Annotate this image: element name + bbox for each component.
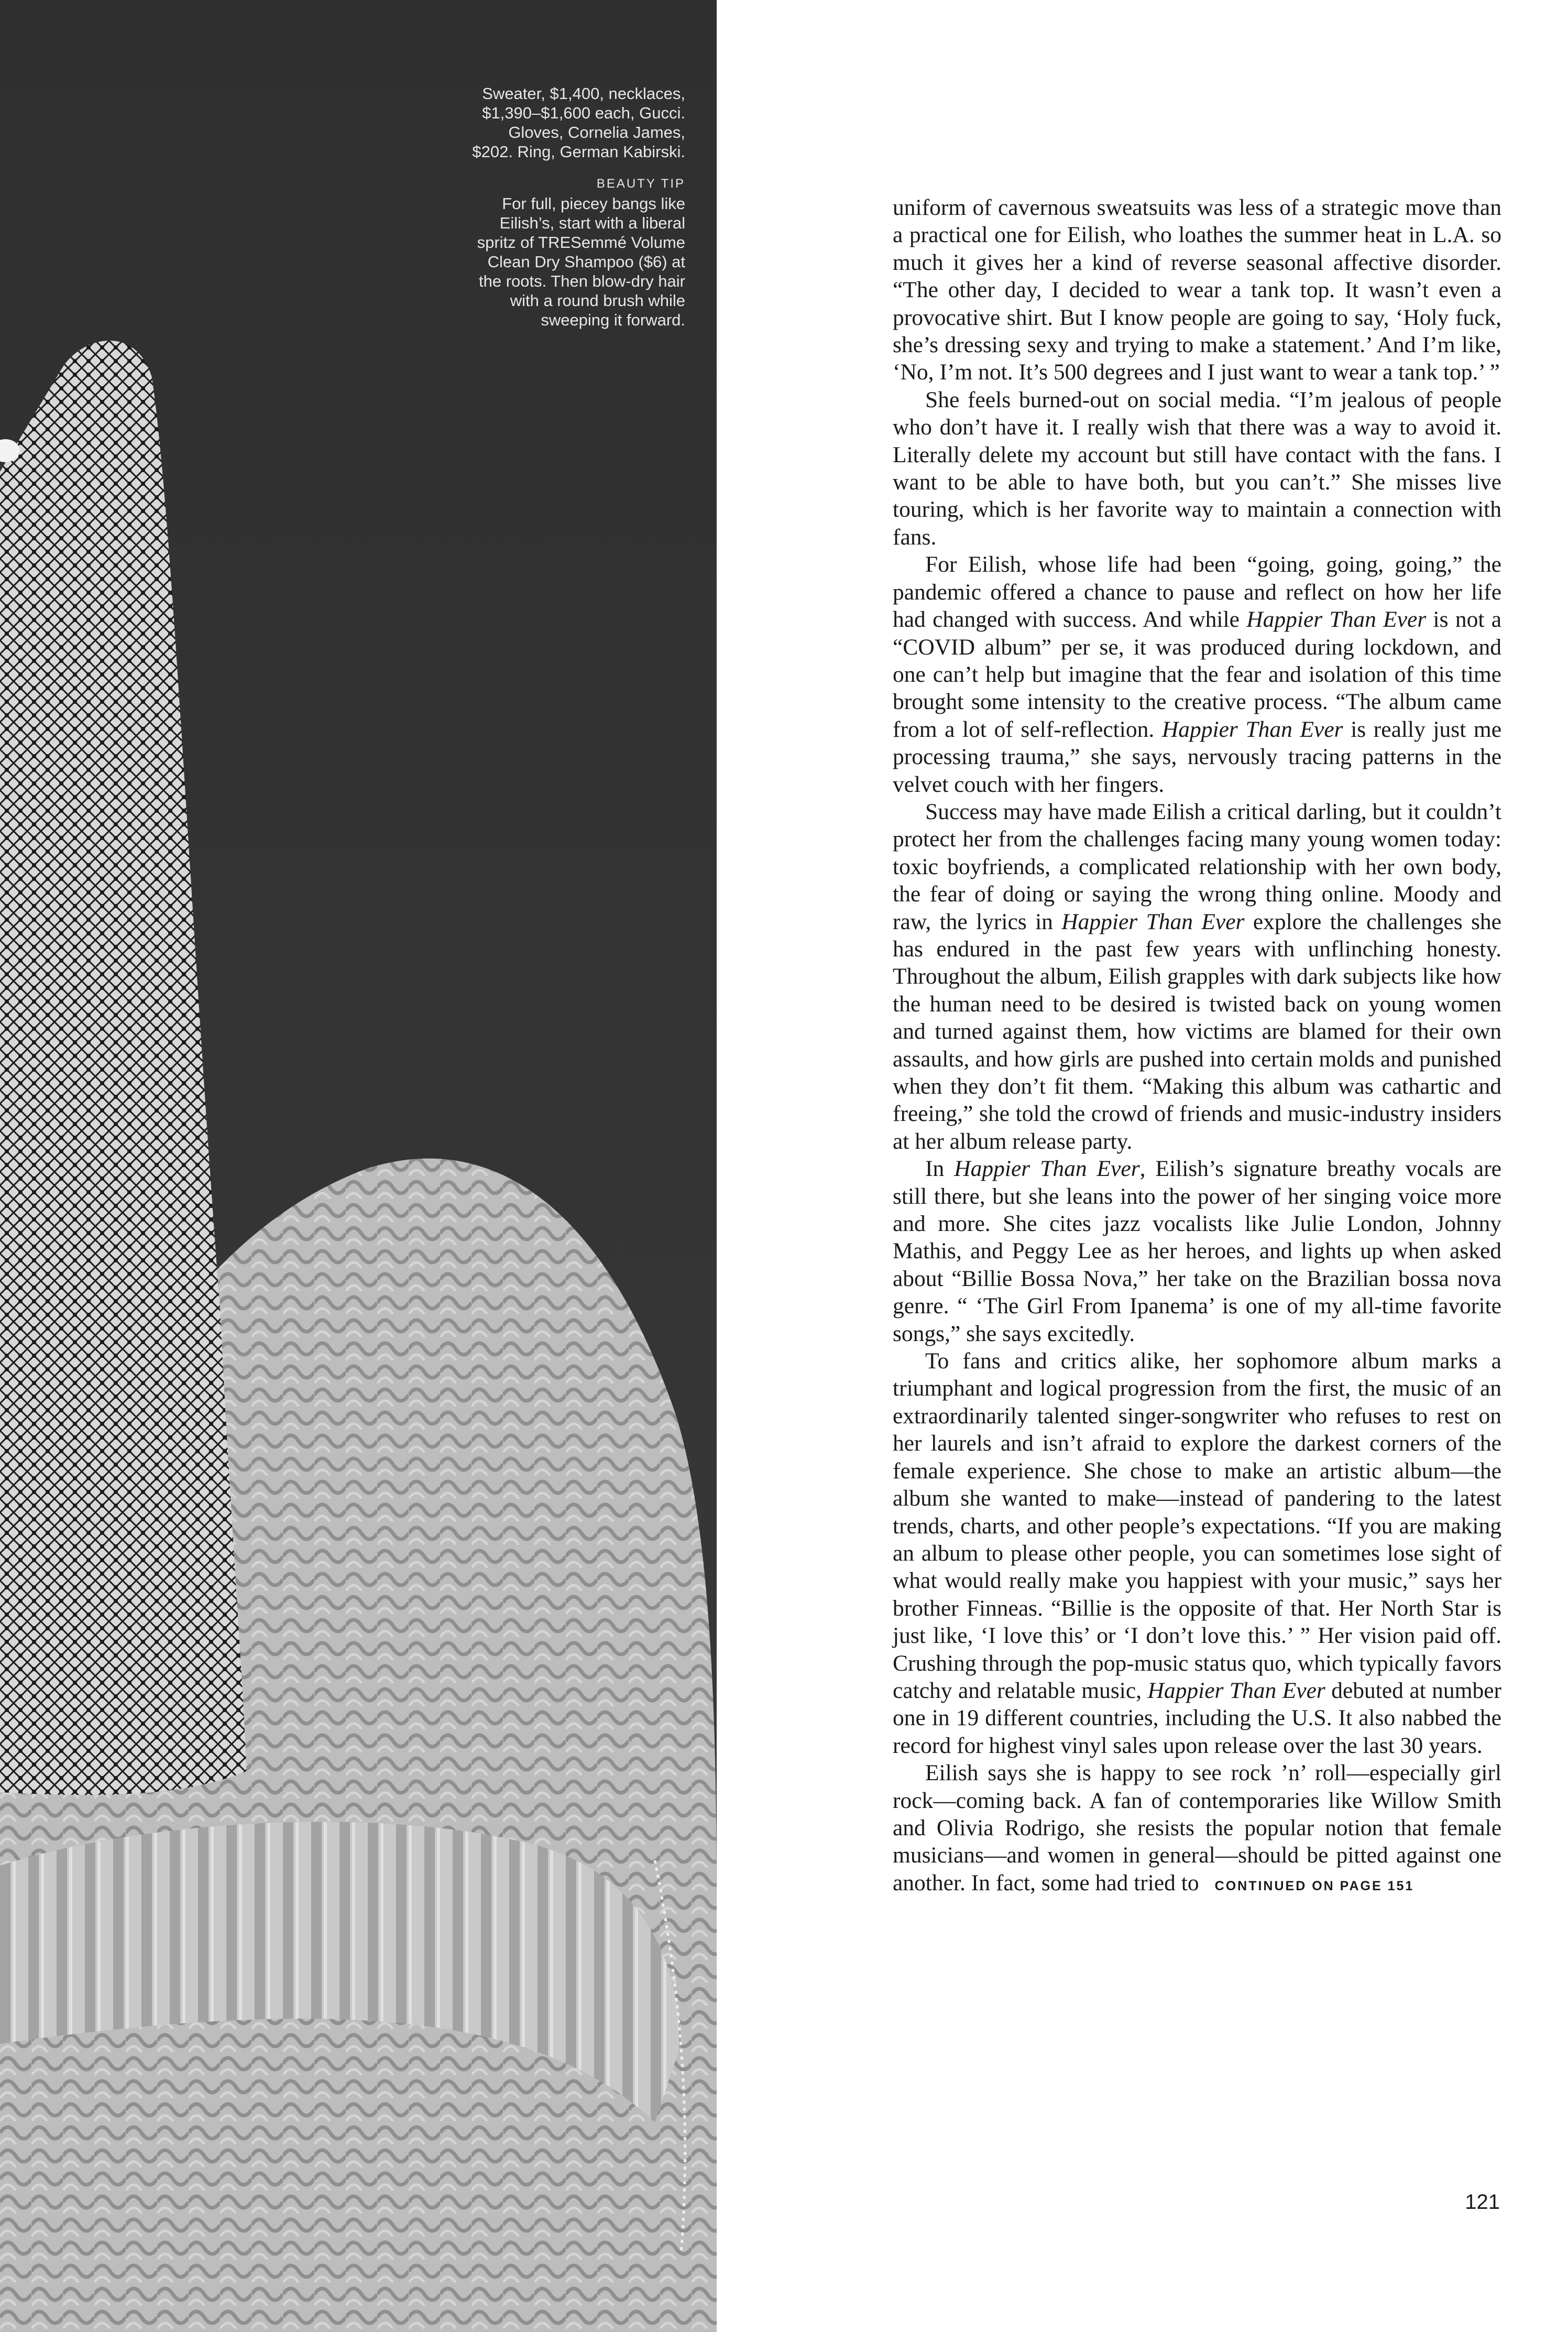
fashion-credits: Sweater, $1,400, necklaces, $1,390–$1,600 each, Gucci. Gloves, Cornelia James, $202. Ring, German Kabirski. [472,84,685,161]
paragraph-4: Success may have made Eilish a critical darling, but it couldn’t protect her from the challenges facing many young women today: toxic boyfriends, a complicated relationship with her own body, the fear of doing or saying the wrong thing online. Moody and raw, the lyrics in Happier Than Ever explore the challenges she has endured in the past few years with unflinching honesty. Throughout the album, Eilish grapples with dark subjects like how the human need to be desired is twisted back on young women and turned against them, how victims are blamed for their own assaults, and how girls are pushed into certain molds and punished when they don’t fit them. “Making this album was cathartic and freeing,” she told the crowd of friends and music-industry insiders at her album release party. [893,799,1501,1154]
beauty-tip-label: BEAUTY TIP [596,177,685,191]
photo-caption [465,84,685,330]
article-body [893,194,1501,1900]
paragraph-1: uniform of cavernous sweatsuits was less of a strategic move than a practical one for Eilish, who loathes the summer heat in L.A. so much it gives her a kind of reverse seasonal affective disorder. “The other day, I decided to wear a tank top. It wasn’t even a provocative shirt. But I know people are going to say, ‘Holy fuck, she’s dressing sexy and trying to make a statement.’ And I’m like, ‘No, I’m not. It’s 500 degrees and I just want to wear a tank top.’ ” [893,195,1501,385]
paragraph-3: For Eilish, whose life had been “going, going, going,” the pandemic offered a chance to pause and reflect on how her life had changed with success. And while Happier Than Ever is not a “COVID album” per se, it was produced during lockdown, and one can’t help but imagine that the fear and isolation of this time brought some intensity to the creative process. “The album came from a lot of self-reflection. Happier Than Ever is really just me processing trauma,” she says, nervously tracing patterns in the velvet couch with her fingers. [893,552,1502,797]
beauty-tip-text: For full, piecey bangs like Eilish’s, start with a liberal spritz of TRESemmé Volume Clean Dry Shampoo ($6) at the roots. Then blow-dry hair with a round brush while sweeping it forward. [477,194,685,329]
paragraph-7: Eilish says she is happy to see rock ’n’ roll—especially girl rock—coming back. A fan of contemporaries like Willow Smith and Olivia Rodrigo, she resists the popular notion that female musicians—and women in general—should be pitted against one another. In fact, some had tried to CONTINUED ON PAGE 151 [893,1760,1501,1895]
continued-jump[interactable]: CONTINUED ON PAGE 151 [1214,1878,1415,1893]
paragraph-5: In Happier Than Ever, Eilish’s signature breathy vocals are still there, but she leans into the power of her singing voice more and more. She cites jazz vocalists like Julie London, Johnny Mathis, and Peggy Lee as her heroes, and lights up when asked about “Billie Bossa Nova,” her take on the Brazilian bossa nova genre. “ ‘The Girl From Ipanema’ is one of my all-time favorite songs,” she says excitedly. [893,1156,1501,1346]
paragraph-2: She feels burned-out on social media. “I’m jealous of people who don’t have it. I really wish that there was a way to avoid it. Literally delete my account but still have contact with the fans. I want to be able to have both, but you can’t.” She misses live touring, which is her favorite way to maintain a connection with fans. [893,387,1501,550]
paragraph-6: To fans and critics alike, her sophomore album marks a triumphant and logical progression from the first, the music of an extraordinarily talented singer-songwriter who refuses to rest on her laurels and isn’t afraid to explore the darkest corners of the female experience. She chose to make an artistic album—the album she wanted to make—instead of pandering to the latest trends, charts, and other people’s expectations. “If you are making an album to please other people, you can sometimes lose sight of what would really make you happiest with your music,” says her brother Finneas. “Billie is the opposite of that. Her North Star is just like, ‘I love this’ or ‘I don’t love this.’ ” Her vision paid off. Crushing through the pop-music status quo, which typically favors catchy and relatable music, Happier Than Ever debuted at number one in 19 different countries, including the U.S. It also nabbed the record for highest vinyl sales upon release over the last 30 years. [893,1348,1501,1758]
portrait-photo [0,0,717,2332]
page-number: 121 [1465,2191,1500,2214]
photo-panel [0,0,717,2332]
